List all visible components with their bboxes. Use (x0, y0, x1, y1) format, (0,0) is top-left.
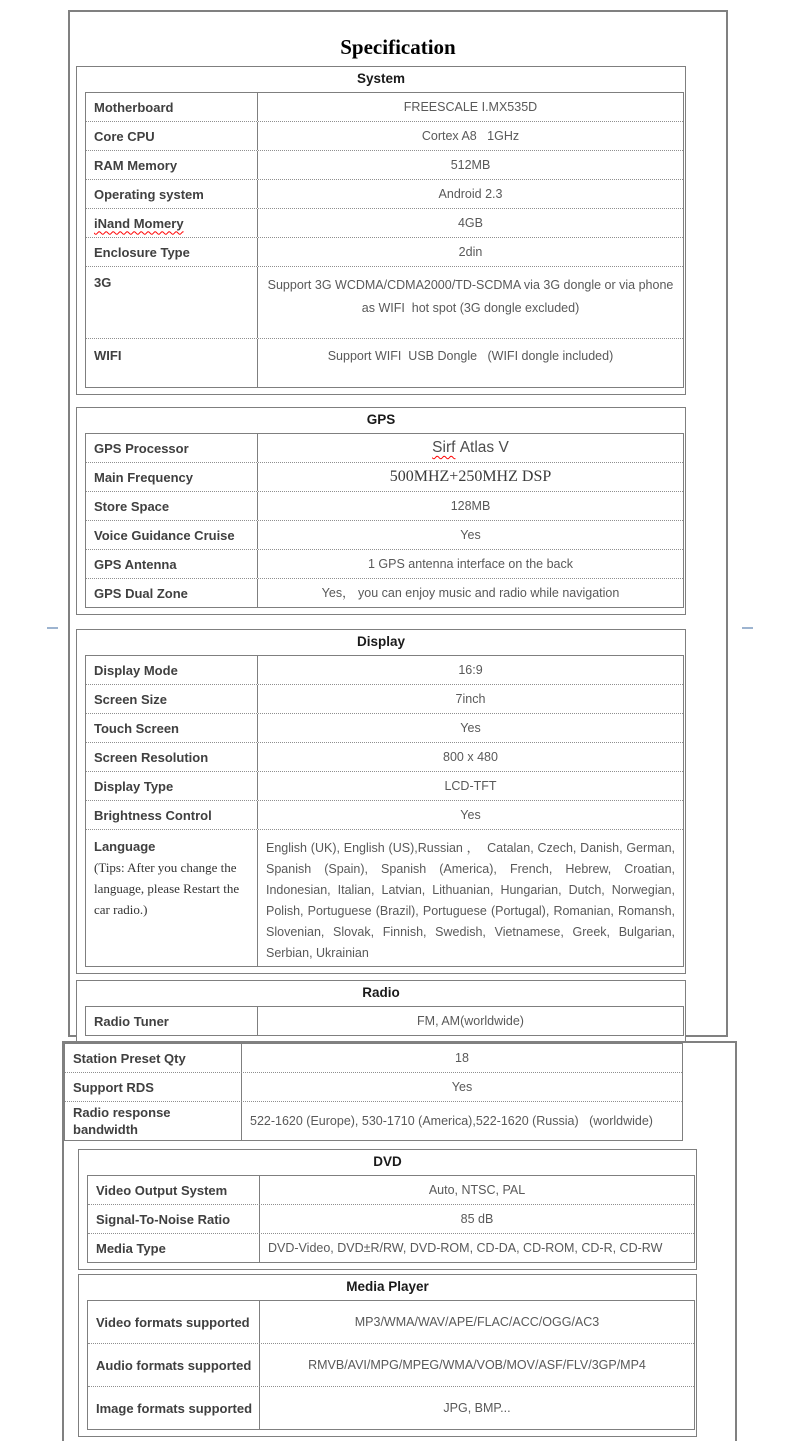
spec-value: Support 3G WCDMA/CDMA2000/TD-SCDMA via 3G dongle or via phone as WIFI hot spot (3G dongle excluded) (267, 278, 674, 315)
spec-value: Cortex A8 1GHz (421, 129, 520, 143)
dvd-table (87, 1175, 695, 1263)
table-row (88, 1387, 694, 1429)
spec-label: Enclosure Type (86, 238, 258, 266)
spec-value: Yes (460, 528, 481, 542)
section-gps (76, 407, 686, 615)
table-row (86, 238, 683, 267)
spec-label: Signal-To-Noise Ratio (88, 1205, 260, 1233)
table-row (65, 1102, 682, 1140)
section-header-gps: GPS (366, 412, 396, 427)
spec-label: Screen Resolution (86, 743, 258, 771)
table-row (86, 772, 683, 801)
table-row (86, 339, 683, 387)
table-row (86, 801, 683, 830)
spec-value: 2din (458, 245, 483, 259)
spec-label: Station Preset Qty (65, 1044, 242, 1072)
spec-label: Display Type (86, 772, 258, 800)
radio-continuation-table (64, 1043, 683, 1141)
language-label-wrap (94, 836, 251, 920)
table-row (86, 463, 683, 492)
spec-value: 18 (455, 1051, 469, 1065)
spec-label: Main Frequency (86, 463, 258, 491)
spec-value: 800 x 480 (443, 750, 498, 764)
spec-label: RAM Memory (86, 151, 258, 179)
spec-label: Image formats supported (88, 1387, 260, 1429)
spec-value: FREESCALE I.MX535D (403, 100, 538, 114)
section-display (76, 629, 686, 974)
radio-table (85, 1006, 684, 1036)
spec-value: DVD-Video, DVD±R/RW, DVD-ROM, CD-DA, CD-ROM, CD-R, CD-RW (268, 1241, 663, 1255)
spec-value: 4GB (457, 216, 483, 230)
spec-value: 1 GPS antenna interface on the back (368, 557, 573, 571)
spec-value: RMVB/AVI/MPG/MPEG/WMA/VOB/MOV/ASF/FLV/3GP/MP4 (308, 1358, 646, 1372)
spec-label: Touch Screen (86, 714, 258, 742)
spec-label: Video Output System (88, 1176, 260, 1204)
table-row (86, 122, 683, 151)
spec-value: 522-1620 (Europe), 530-1710 (America),522-1620 (Russia) (worldwide) (250, 1114, 653, 1128)
spec-value: FM, AM(worldwide) (417, 1014, 524, 1028)
table-row (65, 1044, 682, 1073)
table-row (88, 1234, 694, 1262)
section-media-player (78, 1274, 697, 1437)
spec-value: Android 2.3 (438, 187, 503, 201)
language-tips: (Tips: After you change the language, please Restart the car radio.) (94, 860, 240, 917)
spec-value: 85 dB (460, 1212, 494, 1226)
spec-label: Motherboard (86, 93, 258, 121)
section-radio (76, 980, 686, 1043)
media-player-table (87, 1300, 695, 1430)
spec-value: Auto, NTSC, PAL (428, 1183, 526, 1197)
table-row (88, 1176, 694, 1205)
table-row (86, 1007, 683, 1035)
spec-label: Core CPU (86, 122, 258, 150)
section-header-system: System (356, 71, 406, 86)
spec-value-rest: Atlas V (455, 439, 509, 456)
language-label: Language (94, 839, 156, 854)
section-header-media-player: Media Player (346, 1279, 429, 1294)
spec-value: Support WIFI USB Dongle (WIFI dongle included) (327, 349, 614, 363)
spec-label: Media Type (88, 1234, 260, 1262)
table-row (88, 1301, 694, 1344)
spec-label: Radio Tuner (86, 1007, 258, 1035)
table-row (86, 830, 683, 966)
table-row (88, 1344, 694, 1387)
spec-value: Yes， you can enjoy music and radio while navigation (321, 586, 620, 600)
spec-label: Brightness Control (86, 801, 258, 829)
table-row (86, 434, 683, 463)
table-row (86, 492, 683, 521)
table-row (88, 1205, 694, 1234)
section-system (76, 66, 686, 395)
table-row (86, 743, 683, 772)
spec-label: GPS Processor (86, 434, 258, 462)
spec-value (258, 434, 683, 462)
spellcheck-word: Sirf (432, 439, 456, 456)
section-header-radio: Radio (362, 985, 400, 1000)
page-2 (62, 1041, 737, 1441)
spec-label: WIFI (86, 339, 258, 387)
table-row (65, 1073, 682, 1102)
system-table (85, 92, 684, 388)
section-dvd (78, 1149, 697, 1270)
spec-label: 3G (86, 267, 258, 338)
spec-label: Radio response bandwidth (65, 1102, 242, 1140)
spec-label: GPS Dual Zone (86, 579, 258, 607)
table-row (86, 521, 683, 550)
gps-table (85, 433, 684, 608)
right-margin-mark (742, 627, 753, 629)
spec-label: Audio formats supported (88, 1344, 260, 1386)
table-row (86, 550, 683, 579)
spec-value: 16:9 (458, 663, 483, 677)
table-row (86, 656, 683, 685)
spec-value: JPG, BMP... (443, 1401, 511, 1415)
document-title: Specification (340, 35, 456, 59)
spec-label: GPS Antenna (86, 550, 258, 578)
table-row (86, 267, 683, 339)
spec-value: 7inch (455, 692, 486, 706)
table-row (86, 579, 683, 607)
table-row (86, 685, 683, 714)
table-row (86, 180, 683, 209)
table-row (86, 93, 683, 122)
spec-label: Support RDS (65, 1073, 242, 1101)
display-table (85, 655, 684, 967)
spec-value: 128MB (450, 499, 491, 513)
page-1 (68, 10, 728, 1037)
spellcheck-word: iNand Momery (94, 215, 184, 231)
table-row (86, 151, 683, 180)
spec-label: Voice Guidance Cruise (86, 521, 258, 549)
spec-value: 512MB (450, 158, 491, 172)
spec-value-languages: English (UK), English (US),Russian ， Catalan, Czech, Danish, German, Spanish (Spain), Spanish (America), French, Hebrew, Croatian, Indonesian, Italian, Latvian, Lithuanian, Hungarian, Dutch, Norwegian, Polish, Portuguese (Brazil), Portuguese (Portugal), Romanian, Romansh, Slovenian, Slovak, Finnish, Swedish, Vietnamese, Greek, Bulgarian, Serbian, Ukrainian (266, 841, 675, 960)
spec-value: MP3/WMA/WAV/APE/FLAC/ACC/OGG/AC3 (354, 1315, 600, 1329)
spec-label: Operating system (86, 180, 258, 208)
spec-label-spellchecked (86, 209, 258, 237)
spec-label: Screen Size (86, 685, 258, 713)
section-header-display: Display (356, 634, 406, 649)
left-margin-mark (47, 627, 58, 629)
spec-value: Yes (451, 1080, 473, 1094)
spec-label-language (86, 830, 258, 966)
spec-value: 500MHZ+250MHZ DSP (389, 468, 552, 485)
section-header-dvd: DVD (373, 1154, 402, 1169)
spec-label: Video formats supported (88, 1301, 260, 1343)
spec-value: LCD-TFT (444, 779, 497, 793)
spec-label: Display Mode (86, 656, 258, 684)
spec-value: Yes (460, 721, 481, 735)
table-row (86, 714, 683, 743)
spec-value: Yes (460, 808, 481, 822)
spec-label: Store Space (86, 492, 258, 520)
table-row (86, 209, 683, 238)
